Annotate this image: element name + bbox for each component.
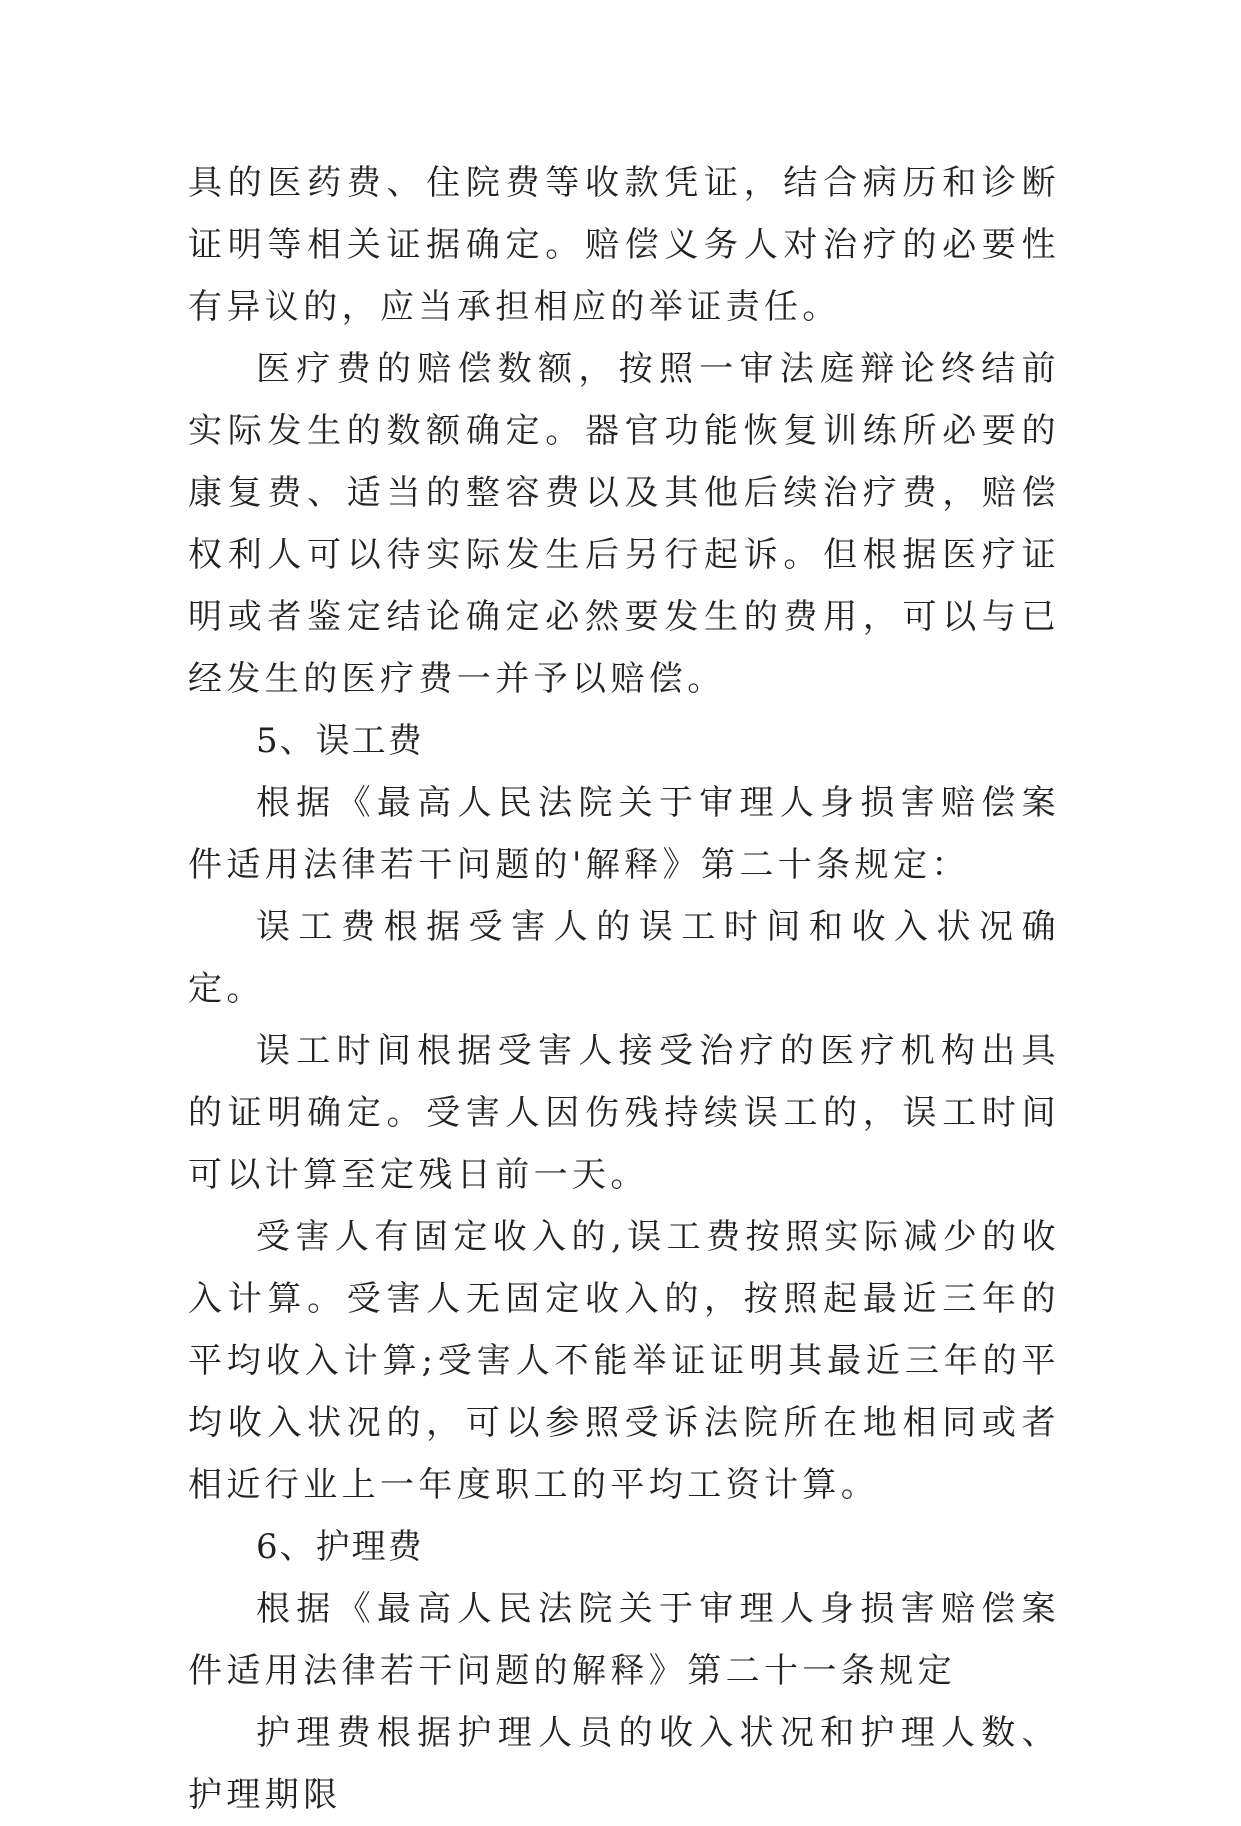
paragraph-nursing-citation: 根据《最高人民法院关于审理人身损害赔偿案件适用法律若干问题的解释》第二十一条规定 [188, 1589, 1060, 1691]
document-body [188, 152, 1060, 1826]
paragraph-medical-receipts: 具的医药费、住院费等收款凭证，结合病历和诊断证明等相关证据确定。赔偿义务人对治疗的必要性有异议的，应当承担相应的举证责任。 [188, 163, 1060, 327]
paragraph-nursing-basis: 护理费根据护理人员的收入状况和护理人数、护理期限 [188, 1713, 1060, 1815]
paragraph-lost-time: 误工时间根据受害人接受治疗的医疗机构出具的证明确定。受害人因伤残持续误工的，误工时间可以计算至定残日前一天。 [188, 1031, 1060, 1195]
paragraph-income-calculation: 受害人有固定收入的,误工费按照实际减少的收入计算。受害人无固定收入的，按照起最近三年的平均收入计算;受害人不能举证证明其最近三年的平均收入状况的，可以参照受诉法院所在地相同或者相近行业上一年度职工的平均工资计算。 [188, 1217, 1060, 1505]
section-heading-nursing-fee: 6、护理费 [256, 1527, 424, 1567]
paragraph-lost-wages-basis: 误工费根据受害人的误工时间和收入状况确定。 [188, 907, 1060, 1009]
paragraph-medical-amount: 医疗费的赔偿数额，按照一审法庭辩论终结前实际发生的数额确定。器官功能恢复训练所必要的康复费、适当的整容费以及其他后续治疗费，赔偿权利人可以待实际发生后另行起诉。但根据医疗证明或者鉴定结论确定必然要发生的费用，可以与已经发生的医疗费一并予以赔偿。 [188, 349, 1060, 699]
paragraph-lost-wages-citation: 根据《最高人民法院关于审理人身损害赔偿案件适用法律若干问题的'解释》第二十条规定： [188, 783, 1060, 885]
section-heading-lost-wages: 5、误工费 [256, 721, 424, 761]
